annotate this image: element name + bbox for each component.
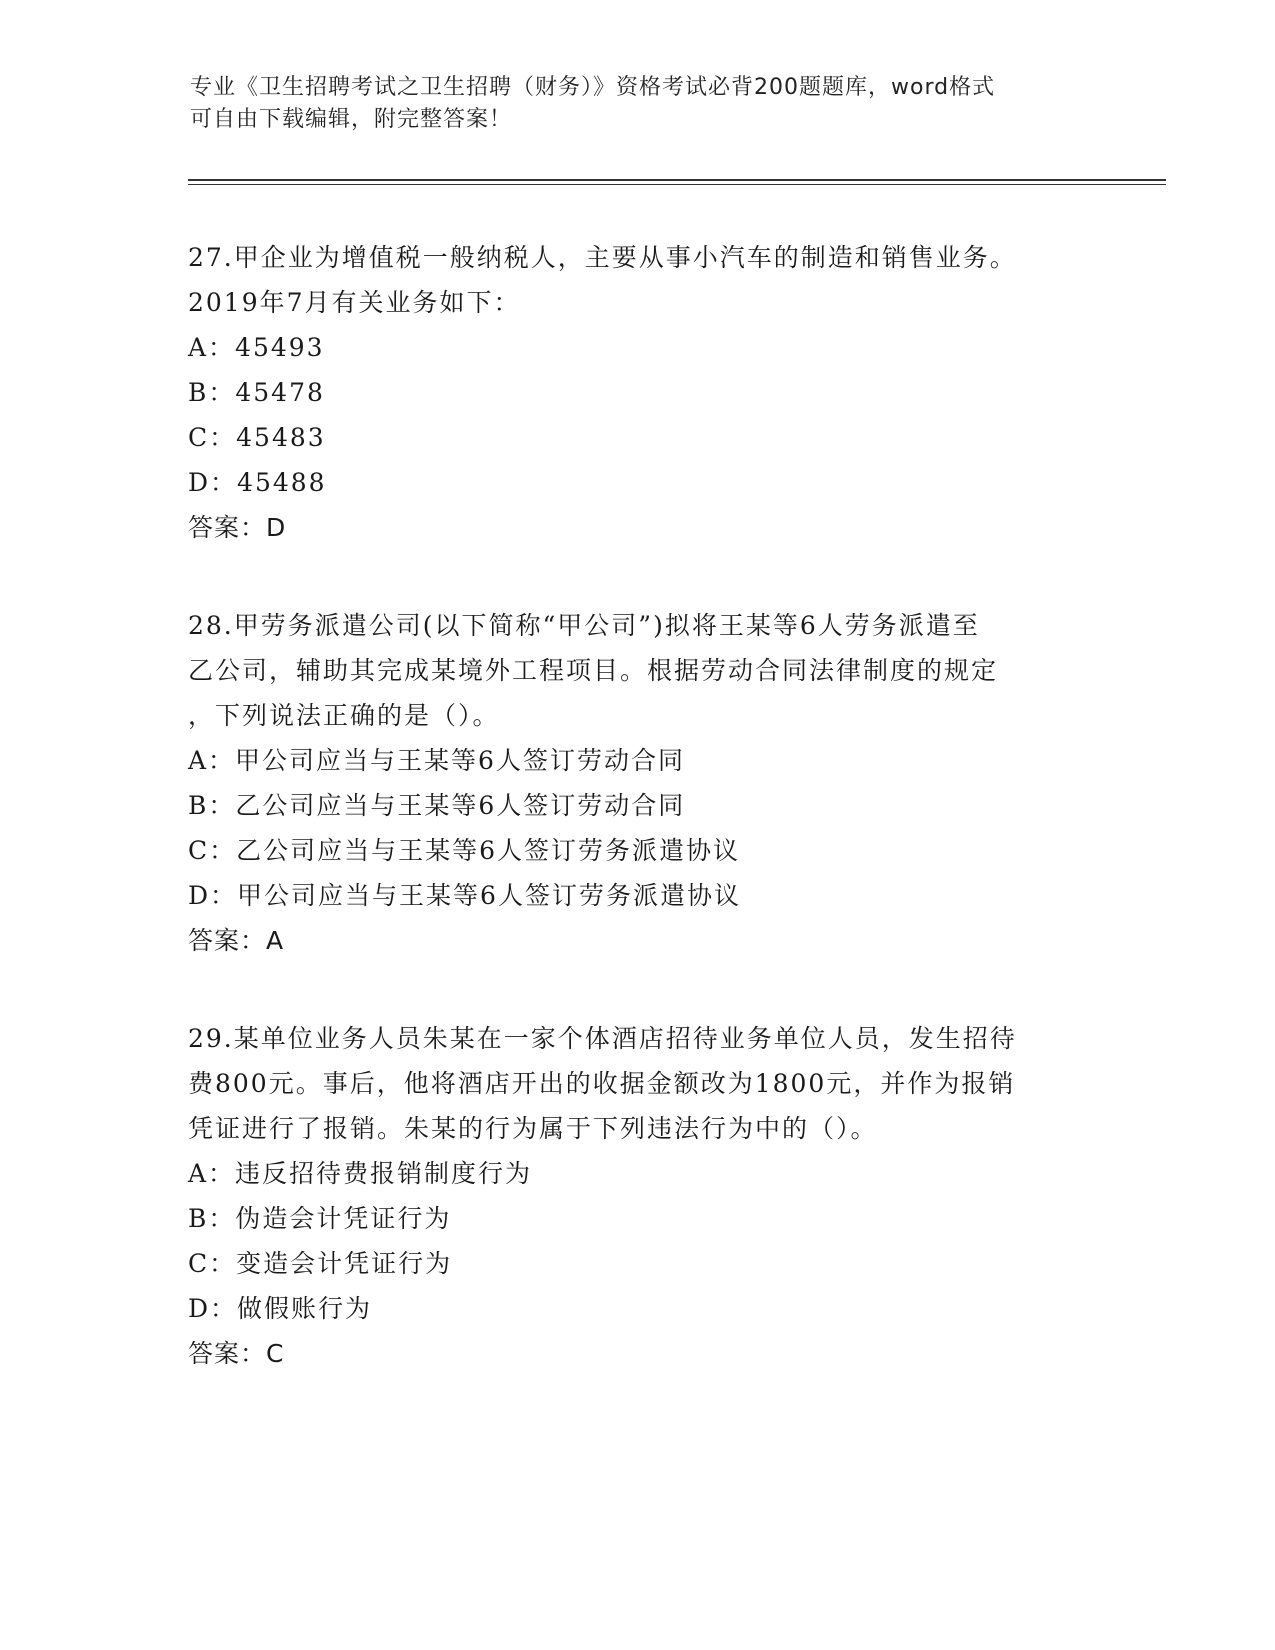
option-d: D：做假账行为 xyxy=(188,1294,373,1323)
option-a: A：甲公司应当与王某等6人签订劳动合同 xyxy=(188,746,685,775)
option-d: D：甲公司应当与王某等6人签订劳务派遣协议 xyxy=(188,881,741,910)
option-a: A：45493 xyxy=(188,333,325,362)
question-stem-line: 费800元。事后，他将酒店开出的收据金额改为1800元，并作为报销 xyxy=(188,1069,1016,1098)
header-divider xyxy=(188,179,1166,181)
answer-line: 答案：A xyxy=(188,926,285,955)
option-a: A：违反招待费报销制度行为 xyxy=(188,1159,533,1188)
option-b: B：乙公司应当与王某等6人签订劳动合同 xyxy=(188,791,686,820)
question-stem-line: 2019年7月有关业务如下： xyxy=(188,288,521,317)
question-27 xyxy=(188,235,1088,550)
question-stem-line: 凭证进行了报销。朱某的行为属于下列违法行为中的（）。 xyxy=(188,1114,878,1143)
question-stem-line: 28.甲劳务派遣公司(以下简称“甲公司”)拟将王某等6人劳务派遣至 xyxy=(188,611,980,640)
header-line-2: 可自由下载编辑，附完整答案！ xyxy=(190,107,513,132)
question-29 xyxy=(188,1016,1088,1376)
option-b: B：伪造会计凭证行为 xyxy=(188,1204,452,1233)
document-header xyxy=(190,72,1090,136)
option-c: C：乙公司应当与王某等6人签订劳务派遣协议 xyxy=(188,836,741,865)
header-line-1: 专业《卫生招聘考试之卫生招聘（财务）》资格考试必背200题题库，word格式 xyxy=(190,75,996,100)
question-stem-line: 29.某单位业务人员朱某在一家个体酒店招待业务单位人员，发生招待 xyxy=(188,1024,1017,1053)
question-stem-line: ，下列说法正确的是（）。 xyxy=(188,701,500,730)
question-stem-line: 乙公司，辅助其完成某境外工程项目。根据劳动合同法律制度的规定 xyxy=(188,656,999,685)
option-d: D：45488 xyxy=(188,468,327,497)
question-28 xyxy=(188,603,1088,963)
header-divider-thin xyxy=(188,184,1166,185)
option-c: C：45483 xyxy=(188,423,326,452)
answer-line: 答案：D xyxy=(188,513,287,542)
answer-line: 答案：C xyxy=(188,1339,285,1368)
option-c: C：变造会计凭证行为 xyxy=(188,1249,453,1278)
question-stem-line: 27.甲企业为增值税一般纳税人，主要从事小汽车的制造和销售业务。 xyxy=(188,243,1017,272)
option-b: B：45478 xyxy=(188,378,325,407)
